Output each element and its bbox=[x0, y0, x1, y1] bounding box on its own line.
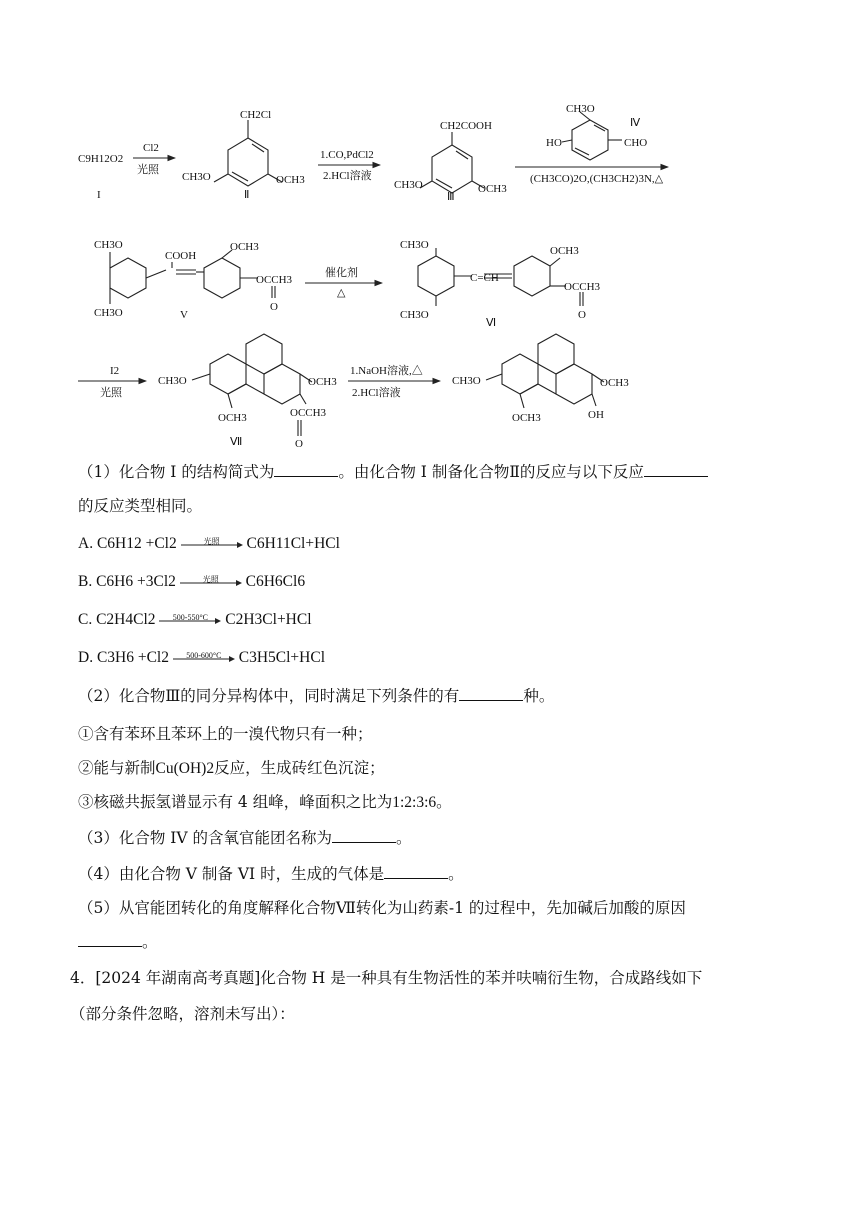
q1-text-1: （1）化合物 I 的结构简式为 bbox=[78, 463, 275, 481]
q2-line bbox=[78, 682, 554, 710]
compound-II-och3: OCH3 bbox=[276, 174, 305, 186]
q5-line2 bbox=[78, 928, 158, 956]
option-b-condition: 光照 bbox=[202, 575, 219, 585]
product-oh: OH bbox=[588, 409, 604, 421]
option-c bbox=[78, 606, 312, 634]
compound-VII-structure bbox=[192, 334, 312, 436]
condition-2-formula: Cu(OH)2 bbox=[155, 760, 215, 777]
condition-3-text-a: ③核磁共振氢谱显示有 4 组峰，峰面积之比为 bbox=[78, 793, 393, 811]
q2-text-2: 种。 bbox=[523, 687, 555, 705]
q1-blank-2[interactable] bbox=[644, 460, 708, 477]
compound-V-ch3o-top: CH3O bbox=[94, 239, 123, 251]
compound-VI-label: Ⅵ bbox=[486, 317, 497, 329]
q5-blank[interactable] bbox=[78, 930, 142, 947]
q3-line bbox=[78, 824, 412, 852]
compound-II-label: Ⅱ bbox=[244, 189, 250, 201]
compound-VI-o: O bbox=[578, 309, 586, 321]
option-b-right: C6H6Cl6 bbox=[245, 573, 306, 590]
compound-I-label: I bbox=[97, 189, 101, 201]
step4-condition: △ bbox=[337, 287, 346, 299]
compound-III-ch3o: CH3O bbox=[394, 179, 423, 191]
q5-line1 bbox=[78, 894, 686, 922]
condition-3-ratio: 1:2:3:6 bbox=[392, 794, 437, 811]
step3-reagent: (CH3CO)2O,(CH3CH2)3N,△ bbox=[530, 173, 664, 185]
compound-IV-cho: CHO bbox=[624, 137, 648, 149]
option-c-condition: 500-550°C bbox=[172, 613, 208, 623]
option-a-condition: 光照 bbox=[203, 537, 220, 547]
step2-reagent-2: 2.HCl溶液 bbox=[323, 170, 372, 182]
compound-VI-och3: OCH3 bbox=[550, 245, 579, 257]
compound-III-och3: OCH3 bbox=[478, 183, 507, 195]
q4-blank[interactable] bbox=[384, 862, 448, 879]
compound-III-ch2cooh: CH2COOH bbox=[440, 120, 492, 132]
option-c-right: C2H3Cl+HCl bbox=[225, 611, 312, 628]
q6-text-2: （部分条件忽略，溶剂未写出）： bbox=[70, 1005, 295, 1023]
q6-line2 bbox=[70, 1000, 295, 1028]
compound-I-formula: C9H12O2 bbox=[78, 153, 124, 165]
compound-IV-label: Ⅳ bbox=[630, 117, 641, 129]
compound-VII-o: O bbox=[295, 438, 303, 450]
q1-blank-1[interactable] bbox=[274, 460, 338, 477]
option-c-arrow bbox=[159, 613, 221, 627]
q3-text-2: 。 bbox=[396, 829, 412, 847]
q3-blank[interactable] bbox=[332, 826, 396, 843]
step5-reagent: I2 bbox=[110, 365, 120, 377]
option-a bbox=[78, 530, 340, 558]
product-ch3o: CH3O bbox=[452, 375, 481, 387]
condition-2-text-a: ②能与新制 bbox=[78, 759, 156, 777]
step6-reagent-2: 2.HCl溶液 bbox=[352, 387, 401, 399]
q5-text-1: （5）从官能团转化的角度解释化合物Ⅶ转化为山药素-1 的过程中，先加碱后加酸的原因 bbox=[78, 899, 686, 917]
option-d-arrow bbox=[173, 651, 235, 665]
option-d-left: D. C3H6 +Cl2 bbox=[78, 649, 169, 666]
q4-line bbox=[78, 860, 464, 888]
option-b-left: B. C6H6 +3Cl2 bbox=[78, 573, 176, 590]
compound-VI-ch3o-bottom: CH3O bbox=[400, 309, 429, 321]
option-b-arrow bbox=[180, 575, 242, 589]
option-c-left: C. C2H4Cl2 bbox=[78, 611, 156, 628]
q1-line2 bbox=[78, 492, 202, 520]
q1-text-3: 的反应类型相同。 bbox=[78, 497, 203, 515]
option-d-right: C3H5Cl+HCl bbox=[238, 649, 326, 666]
option-a-arrow bbox=[181, 537, 243, 551]
condition-2-text-c: 反应，生成砖红色沉淀； bbox=[214, 759, 385, 777]
q1-line1 bbox=[78, 458, 708, 486]
compound-V-occh3: OCCH3 bbox=[256, 274, 293, 286]
compound-VI-ch3o-top: CH3O bbox=[400, 239, 429, 251]
q5-text-2: 。 bbox=[142, 933, 158, 951]
reaction-scheme bbox=[0, 0, 860, 460]
step6-reagent-1: 1.NaOH溶液,△ bbox=[350, 365, 423, 377]
compound-III-label: Ⅲ bbox=[447, 191, 455, 203]
compound-VII-och3-bottom: OCH3 bbox=[218, 412, 247, 424]
compound-IV-ho: HO bbox=[546, 137, 562, 149]
compound-VII-label: Ⅶ bbox=[230, 436, 243, 448]
condition-3 bbox=[78, 788, 452, 817]
compound-II-structure bbox=[214, 120, 282, 186]
compound-IV-och3: CH3O bbox=[566, 103, 595, 115]
q4-text-2: 。 bbox=[448, 865, 464, 883]
compound-IV-structure bbox=[562, 112, 622, 160]
q6-text-1: 4．[2024 年湖南高考真题]化合物 H 是一种具有生物活性的苯并呋喃衍生物，合成路线如下 bbox=[70, 969, 703, 987]
q6-line1 bbox=[70, 964, 702, 992]
product-structure bbox=[486, 334, 604, 408]
option-d-condition: 500-600°C bbox=[186, 651, 222, 661]
step5-condition: 光照 bbox=[100, 387, 122, 399]
condition-3-text-c: 。 bbox=[436, 793, 452, 811]
compound-VII-ch3o: CH3O bbox=[158, 375, 187, 387]
compound-VI-ch-eq: C=CH bbox=[470, 272, 499, 284]
step4-reagent: 催化剂 bbox=[325, 267, 358, 279]
compound-VII-occh3: OCCH3 bbox=[290, 407, 327, 419]
compound-II-ch2cl: CH2Cl bbox=[240, 109, 272, 121]
compound-V-och3: OCH3 bbox=[230, 241, 259, 253]
compound-V-ch3o-bottom: CH3O bbox=[94, 307, 123, 319]
compound-V-label: V bbox=[180, 309, 188, 321]
compound-III-structure bbox=[420, 132, 484, 193]
compound-VII-och3-right: OCH3 bbox=[308, 376, 337, 388]
compound-II-ch3o: CH3O bbox=[182, 171, 211, 183]
q4-text-1: （4）由化合物 V 制备 VI 时，生成的气体是 bbox=[78, 865, 385, 883]
option-b bbox=[78, 568, 305, 596]
q1-text-2: 。由化合物 I 制备化合物Ⅱ的反应与以下反应 bbox=[338, 463, 644, 481]
option-a-left: A. C6H12 +Cl2 bbox=[78, 535, 177, 552]
step1-reagent: Cl2 bbox=[143, 142, 159, 154]
step2-reagent-1: 1.CO,PdCl2 bbox=[320, 149, 374, 161]
q2-text-1: （2）化合物Ⅲ的同分异构体中，同时满足下列条件的有 bbox=[78, 687, 460, 705]
option-a-right: C6H11Cl+HCl bbox=[246, 535, 340, 552]
option-d bbox=[78, 644, 325, 672]
condition-2 bbox=[78, 754, 385, 783]
compound-VI-occh3: OCCH3 bbox=[564, 281, 601, 293]
product-och3-right: OCH3 bbox=[600, 377, 629, 389]
step1-condition: 光照 bbox=[137, 164, 159, 176]
condition-1-text: ①含有苯环且苯环上的一溴代物只有一种； bbox=[78, 725, 373, 743]
condition-1 bbox=[78, 720, 373, 748]
q3-text-1: （3）化合物 IV 的含氧官能团名称为 bbox=[78, 829, 333, 847]
compound-V-cooh: COOH bbox=[165, 250, 197, 262]
compound-V-o: O bbox=[270, 301, 278, 313]
product-och3-bottom: OCH3 bbox=[512, 412, 541, 424]
q2-blank[interactable] bbox=[459, 684, 523, 701]
